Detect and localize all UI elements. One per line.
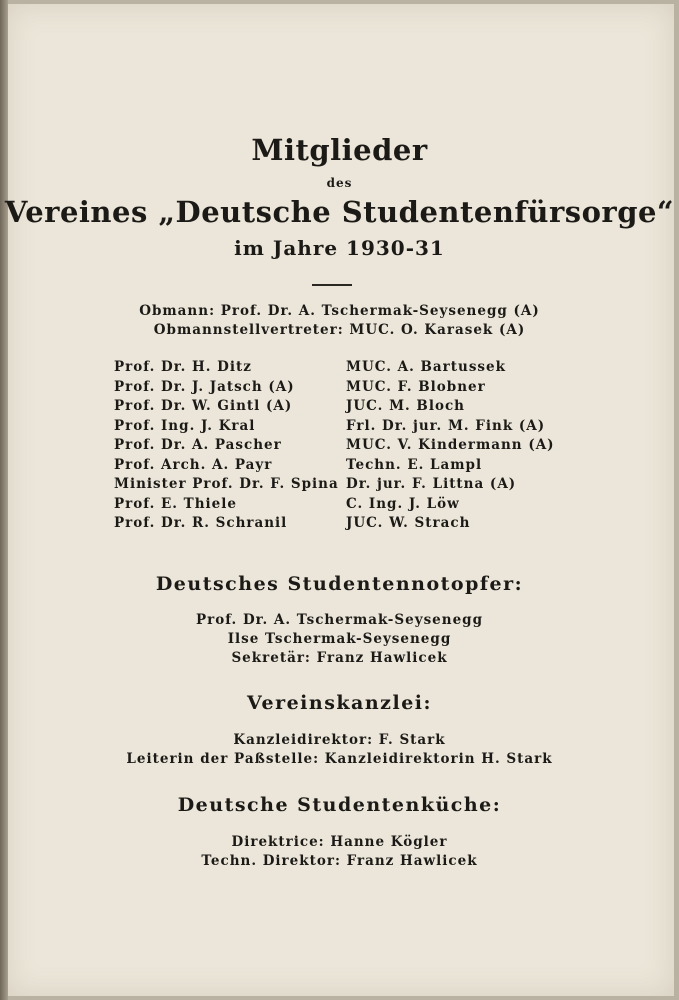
member-entry: MUC. F. Blobner bbox=[346, 378, 486, 395]
kueche-line: Techn. Direktor: Franz Hawlicek bbox=[201, 853, 478, 869]
member-entry: Prof. Dr. R. Schranil bbox=[114, 515, 288, 531]
member-entry: Prof. Dr. J. Jatsch (A) bbox=[114, 378, 295, 395]
member-entry: Prof. Ing. J. Kral bbox=[114, 417, 256, 434]
section-heading-kueche: Deutsche Studentenküche: bbox=[177, 794, 502, 816]
title-connector: des bbox=[326, 176, 353, 190]
notopfer-line: Ilse Tschermak-Seysenegg bbox=[227, 631, 452, 647]
kueche-line: Direktrice: Hanne Kögler bbox=[231, 834, 448, 850]
member-entry: Prof. Dr. H. Ditz bbox=[114, 359, 252, 375]
member-entry: Prof. Arch. A. Payr bbox=[114, 456, 273, 473]
member-entry: Prof. Dr. W. Gintl (A) bbox=[114, 398, 293, 414]
divider-rule bbox=[312, 284, 352, 286]
member-entry: C. Ing. J. Löw bbox=[346, 495, 460, 512]
section-heading-kanzlei: Vereinskanzlei: bbox=[246, 692, 433, 714]
member-entry: MUC. V. Kindermann (A) bbox=[346, 437, 555, 453]
page-title: Mitglieder bbox=[251, 133, 428, 167]
member-entry: JUC. M. Bloch bbox=[346, 398, 465, 414]
notopfer-line: Sekretär: Franz Hawlicek bbox=[231, 650, 448, 666]
member-entry: Frl. Dr. jur. M. Fink (A) bbox=[346, 417, 546, 434]
member-entry: Prof. Dr. A. Pascher bbox=[114, 437, 282, 453]
member-entry: Prof. E. Thiele bbox=[114, 495, 237, 512]
members-left-column bbox=[114, 358, 339, 534]
member-entry: Techn. E. Lampl bbox=[346, 456, 483, 473]
member-entry: Minister Prof. Dr. F. Spina bbox=[114, 476, 339, 492]
notopfer-line: Prof. Dr. A. Tschermak-Seysenegg bbox=[195, 612, 484, 628]
obmann-line: Obmann: Prof. Dr. A. Tschermak-Seysenegg (A) bbox=[139, 303, 540, 319]
member-entry: MUC. A. Bartussek bbox=[346, 359, 506, 375]
member-entry: Dr. jur. F. Littna (A) bbox=[346, 476, 517, 492]
year-line: im Jahre 1930-31 bbox=[234, 236, 445, 260]
member-entry: JUC. W. Strach bbox=[346, 515, 471, 531]
association-name: Vereines „Deutsche Studentenfürsorge“ bbox=[4, 195, 675, 229]
kanzlei-line: Kanzleidirektor: F. Stark bbox=[233, 732, 446, 748]
section-heading-notopfer: Deutsches Studentennotopfer: bbox=[155, 573, 524, 595]
obmann-stellvertreter-line: Obmannstellvertreter: MUC. O. Karasek (A) bbox=[153, 322, 526, 338]
kanzlei-line: Leiterin der Paßstelle: Kanzleidirektorin H. Stark bbox=[126, 751, 553, 767]
members-right-column bbox=[346, 358, 555, 534]
